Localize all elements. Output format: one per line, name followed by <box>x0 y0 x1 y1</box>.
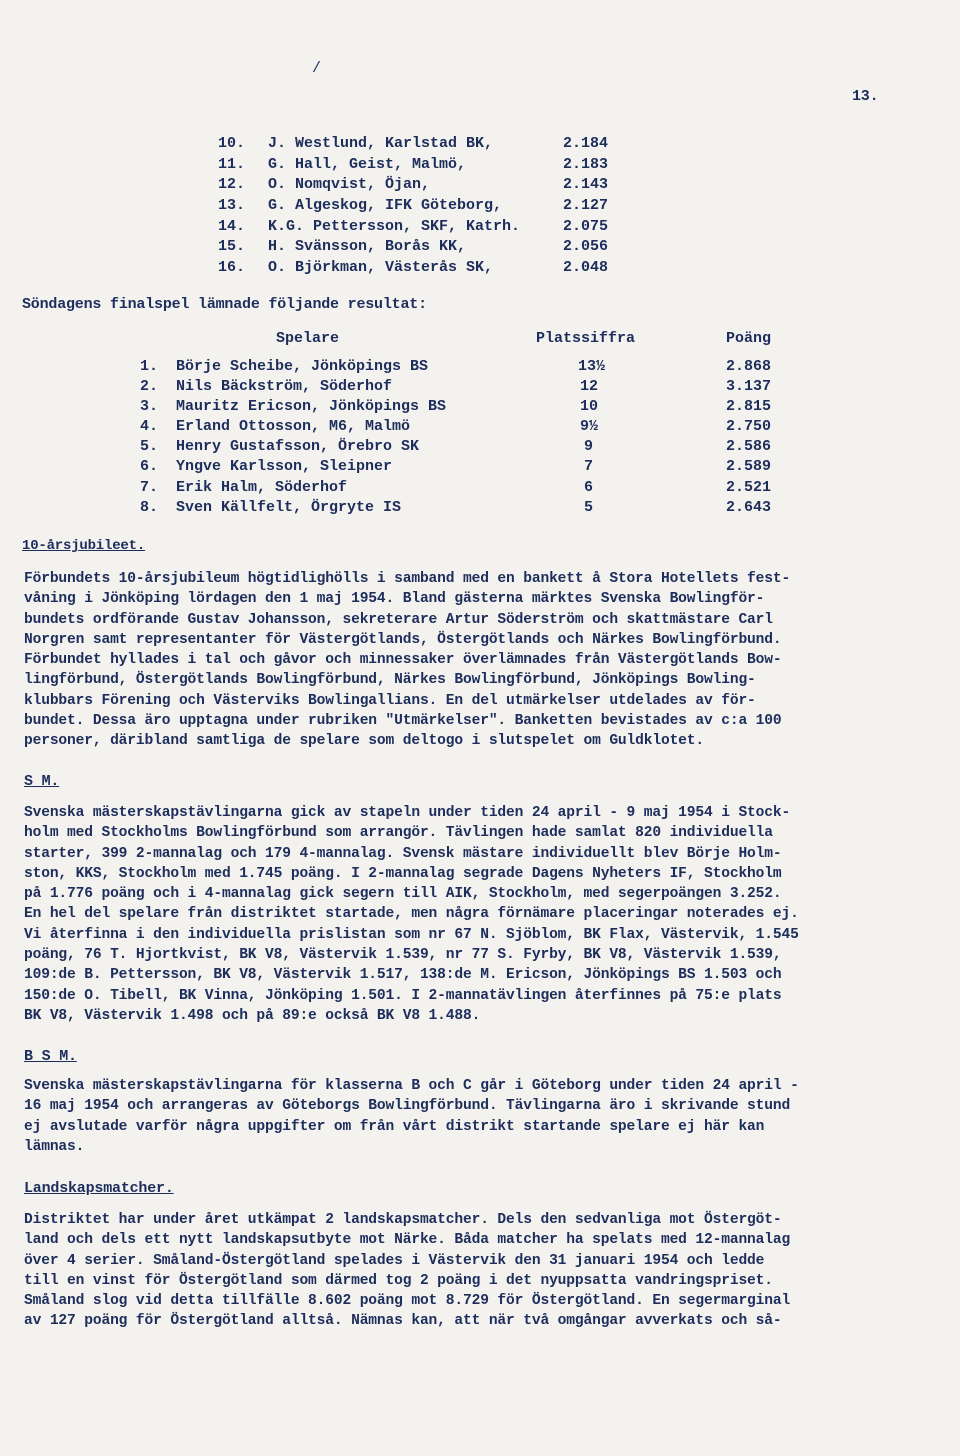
place: 6 <box>584 479 594 496</box>
player-name: Mauritz Ericson, Jönköpings BS <box>176 398 447 415</box>
text-line: Förbundets 10-årsjubileum högtidlighölls i samband med en bankett å Stora Hotellets fest- <box>24 571 791 587</box>
place: 12 <box>580 378 599 395</box>
points: 2.868 <box>726 358 772 375</box>
score: 2.184 <box>563 135 609 152</box>
score: 2.048 <box>563 259 609 276</box>
player-name: H. Svänsson, Borås KK, <box>268 238 467 255</box>
text-line: klubbars Förening och Västerviks Bowlingallians. En del utmärkelser utdelades av för- <box>24 692 756 709</box>
player-name: O. Nomqvist, Öjan, <box>268 176 431 193</box>
text-line: BK V8, Västervik 1.498 och på 89:e också BK V8 1.488. <box>24 1007 481 1024</box>
text-line: lingförbund, Östergötlands Bowlingförbund, Närkes Bowlingförbund, Jönköpings Bowling- <box>24 672 756 689</box>
rank: 4. <box>140 418 159 435</box>
text-line: Svenska mästerskapstävlingarna för klasserna B och C går i Göteborg under tiden 24 april - <box>24 1078 799 1094</box>
text-line: 16 maj 1954 och arrangeras av Göteborgs Bowlingförbund. Tävlingarna äro i skrivande stund <box>24 1098 791 1115</box>
rank: 11. <box>218 156 246 173</box>
jubilee-heading: 10-årsjubileet. <box>22 538 146 554</box>
player-name: G. Hall, Geist, Malmö, <box>268 156 467 173</box>
score: 2.056 <box>563 238 609 255</box>
text-line: våning i Jönköping lördagen den 1 maj 1954. Bland gästerna märktes Svenska Bowlingför- <box>24 591 765 608</box>
points: 3.137 <box>726 378 772 395</box>
text-line: En hel del spelare från distriktet startade, men några förnämare placeringar noterades ej. <box>24 906 799 923</box>
points: 2.750 <box>726 418 772 435</box>
text-line: personer, däribland samtliga de spelare som deltogo i slutspelet om Guldklotet. <box>24 733 705 750</box>
score: 2.127 <box>563 197 609 214</box>
landskap-heading: Landskapsmatcher. <box>24 1180 174 1197</box>
text-line: 150:de O. Tibell, BK Vinna, Jönköping 1.501. I 2-mannatävlingen återfinnes på 75:e plats <box>24 987 782 1004</box>
rank: 3. <box>140 398 159 415</box>
place: 7 <box>584 458 594 475</box>
points: 2.589 <box>726 458 772 475</box>
text-line: Förbundet hyllades i tal och gåvor och minnessaker överlämnades från Västergötlands Bow- <box>24 652 782 669</box>
place: 9 <box>584 438 594 455</box>
player-name: Börje Scheibe, Jönköpings BS <box>176 358 429 375</box>
text-line: till en vinst för Östergötland som därmed tog 2 poäng i det nyuppsatta vandringspriset. <box>24 1272 773 1289</box>
player-name: Henry Gustafsson, Örebro SK <box>176 438 420 455</box>
rank: 15. <box>218 238 246 255</box>
text-line: starter, 399 2-mannalag och 179 4-mannalag. Svensk mästare individuellt blev Börje Holm- <box>24 845 782 862</box>
rank: 10. <box>218 135 246 152</box>
text-line: över 4 serier. Småland-Östergötland spelades i Västervik den 31 januari 1954 och ledde <box>24 1252 765 1269</box>
rank: 2. <box>140 378 159 395</box>
text-line: Norgren samt representanter för Västergötlands, Östergötlands och Närkes Bowlingförbund. <box>24 631 782 648</box>
final-intro: Söndagens finalspel lämnade följande resultat: <box>22 296 427 313</box>
rank: 5. <box>140 438 159 455</box>
place: 10 <box>580 398 599 415</box>
place: 9½ <box>580 418 599 435</box>
sm-paragraph <box>24 803 799 1026</box>
text-line: bundets ordförande Gustav Johansson, sekreterare Artur Söderström och skattmästare Carl <box>24 611 773 628</box>
place: 13½ <box>578 358 606 375</box>
text-line: Distriktet har under året utkämpat 2 landskapsmatcher. Dels den sedvanliga mot Östergöt- <box>24 1212 782 1228</box>
text-line: land och dels ett nytt landskapsutbyte mot Närke. Båda matcher ha spelats med 12-mannalag <box>24 1232 791 1249</box>
player-name: O. Björkman, Västerås SK, <box>268 259 494 276</box>
text-line: bundet. Dessa äro upptagna under rubriken "Utmärkelser". Banketten bevistades av c:a 100 <box>24 713 782 730</box>
text-line: på 1.776 poäng och i 4-mannalag gick segern till AIK, Stockholm, med segerpoängen 3.252. <box>24 886 782 903</box>
text-line: Småland slog vid detta tillfälle 8.602 poäng mot 8.729 för Östergötland. En segermarginal <box>24 1293 791 1310</box>
jubilee-paragraph <box>24 569 790 752</box>
rank: 16. <box>218 259 246 276</box>
text-line: Svenska mästerskapstävlingarna gick av stapeln under tiden 24 april - 9 maj 1954 i Stock- <box>24 805 791 821</box>
sm-heading: S M. <box>24 773 60 790</box>
player-name: Erland Ottosson, M6, Malmö <box>176 418 411 435</box>
bsm-heading: B S M. <box>24 1048 77 1065</box>
player-name: G. Algeskog, IFK Göteborg, <box>268 197 503 214</box>
header-points: Poäng <box>726 330 772 347</box>
rank: 12. <box>218 176 246 193</box>
text-line: 109:de B. Pettersson, BK V8, Västervik 1.517, 138:de M. Ericson, Jönköpings BS 1.503 och <box>24 967 782 984</box>
rank: 1. <box>140 358 159 375</box>
bsm-paragraph <box>24 1076 799 1157</box>
points: 2.586 <box>726 438 772 455</box>
points: 2.521 <box>726 479 772 496</box>
player-name: Yngve Karlsson, Sleipner <box>176 458 393 475</box>
player-name: K.G. Pettersson, SKF, Katrh. <box>268 218 521 235</box>
rank: 14. <box>218 218 246 235</box>
text-line: ej avslutade varför några uppgifter om från vårt distrikt startande spelare ej här kan <box>24 1118 765 1135</box>
player-name: Erik Halm, Söderhof <box>176 479 348 496</box>
score: 2.143 <box>563 176 609 193</box>
text-line: Vi återfinna i den individuella prislistan som nr 67 N. Sjöblom, BK Flax, Västervik, 1.545 <box>24 926 799 943</box>
slash-mark: / <box>312 60 321 77</box>
score: 2.183 <box>563 156 609 173</box>
landskap-paragraph <box>24 1210 790 1332</box>
text-line: av 127 poäng för Östergötland alltså. Nämnas kan, att när två omgångar avverkats och så- <box>24 1313 782 1330</box>
rank: 7. <box>140 479 159 496</box>
header-place: Platssiffra <box>536 330 636 347</box>
rank: 6. <box>140 458 159 475</box>
points: 2.815 <box>726 398 772 415</box>
points: 2.643 <box>726 499 772 516</box>
text-line: poäng, 76 T. Hjortkvist, BK V8, Västervik 1.539, nr 77 S. Fyrby, BK V8, Västervik 1.539, <box>24 947 782 964</box>
header-player: Spelare <box>276 330 340 347</box>
rank: 8. <box>140 499 159 516</box>
score: 2.075 <box>563 218 609 235</box>
text-line: ston, KKS, Stockholm med 1.745 poäng. I 2-mannalag segrade Dagens Nyheters IF, Stockholm <box>24 865 782 882</box>
player-name: Sven Källfelt, Örgryte IS <box>176 499 402 516</box>
text-line: lämnas. <box>24 1138 85 1155</box>
player-name: J. Westlund, Karlstad BK, <box>268 135 494 152</box>
text-line: holm med Stockholms Bowlingförbund som arrangör. Tävlingen hade samlat 820 individuella <box>24 825 773 842</box>
rank: 13. <box>218 197 246 214</box>
place: 5 <box>584 499 594 516</box>
page-number: 13. <box>852 88 879 105</box>
player-name: Nils Bäckström, Söderhof <box>176 378 393 395</box>
